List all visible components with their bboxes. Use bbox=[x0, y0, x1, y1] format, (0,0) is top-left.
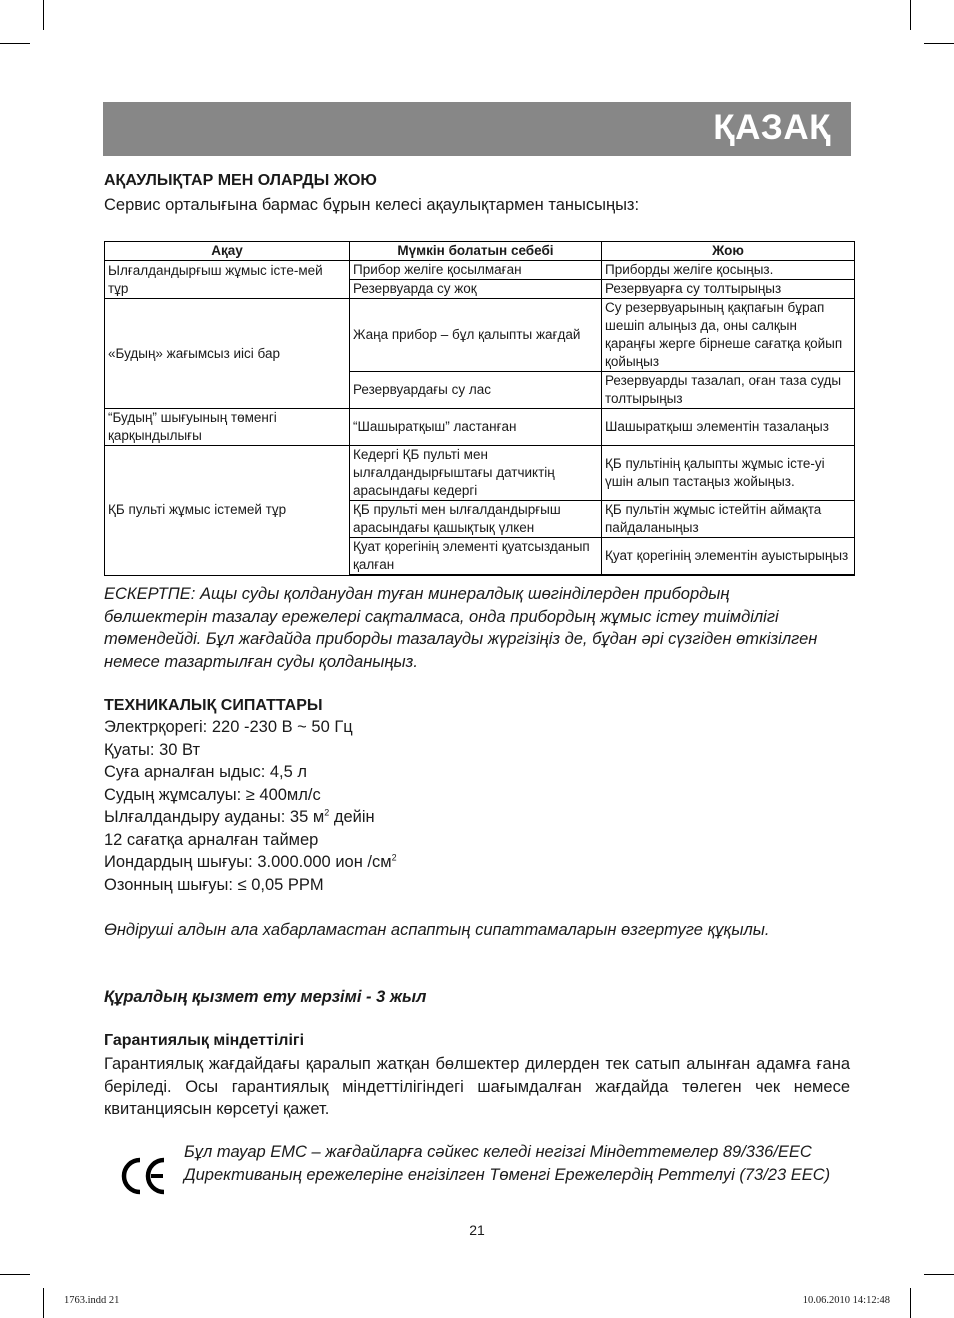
spec-power: Қуаты: 30 Вт bbox=[104, 740, 201, 759]
table-row bbox=[105, 299, 855, 372]
manufacturer-note: Өндіруші алдын ала хабарламастан аспаптың сипаттамаларын өзгертуге құқылы. bbox=[104, 921, 770, 939]
crop-mark bbox=[43, 0, 44, 30]
language-header-bar bbox=[103, 102, 851, 156]
table-row bbox=[105, 261, 855, 280]
cause-cell: Резервуарда су жоқ bbox=[350, 280, 602, 299]
specs-title: ТЕХНИКАЛЫҚ СИПАТТАРЫ bbox=[104, 697, 323, 714]
cause-cell: “Шашыратқыш” ластанған bbox=[350, 409, 602, 446]
page-number: 21 bbox=[469, 1222, 485, 1238]
cause-cell: Резервуардағы су лас bbox=[350, 372, 602, 409]
fix-cell: ҚБ пультін жұмыс істейтін аймақта пайдаланыңыз bbox=[602, 501, 855, 538]
spec-timer: 12 сағатқа арналған таймер bbox=[104, 830, 319, 849]
fault-cell: «Будың» жағымсыз иісі бар bbox=[105, 299, 350, 409]
cause-cell: Қуат қорегінің элементі қуатсызданып қалған bbox=[350, 538, 602, 576]
spec-area-prefix: Ылғалдандыру ауданы: 35 м bbox=[104, 808, 325, 826]
spec-ozone: Озонның шығуы: ≤ 0,05 PPM bbox=[104, 875, 324, 894]
fault-cell: “Будың” шығуының төменгі қарқындылығы bbox=[105, 409, 350, 446]
table-header-row bbox=[105, 242, 855, 261]
spec-area-sup: 2 bbox=[324, 807, 330, 818]
troubleshooting-title: АҚАУЛЫҚТАР МЕН ОЛАРДЫ ЖОЮ bbox=[104, 172, 377, 189]
crop-mark bbox=[924, 1274, 954, 1275]
fix-cell: ҚБ пультінің қалыпты жұмыс істе-уі үшін алып тастаңыз жойыңыз. bbox=[602, 446, 855, 501]
specs-list bbox=[104, 716, 852, 896]
fix-cell: Қуат қорегінің элементін ауыстырыңыз bbox=[602, 538, 855, 576]
warranty-title: Гарантиялық міндеттілігі bbox=[104, 1032, 305, 1049]
spec-area-suffix: дейін bbox=[329, 808, 375, 826]
footer-file-name: 1763.indd 21 bbox=[64, 1295, 120, 1306]
cause-cell: Прибор желіге қосылмаған bbox=[350, 261, 602, 280]
column-header-cause: Мүмкін болатын себебі bbox=[350, 242, 602, 261]
crop-mark bbox=[910, 0, 911, 30]
spec-consumption: Судың жұмсалуы: ≥ 400мл/с bbox=[104, 785, 321, 804]
cause-cell: ҚБ прульті мен ылғалдандырғыш арасындағы қашықтық үлкен bbox=[350, 501, 602, 538]
crop-mark bbox=[924, 43, 954, 44]
footer-datetime: 10.06.2010 14:12:48 bbox=[802, 1295, 890, 1306]
troubleshooting-intro: Сервис орталығына бармас бұрын келесі ақаулықтармен танысыңыз: bbox=[104, 196, 640, 214]
cause-cell: Кедергі ҚБ пульті мен ылғалдандырғыштағы датчиктің арасындағы кедергі bbox=[350, 446, 602, 501]
fix-cell: Резервуарды тазалап, оған таза суды толтырыңыз bbox=[602, 372, 855, 409]
crop-mark bbox=[0, 1274, 30, 1275]
spec-area bbox=[104, 806, 852, 829]
spec-tank: Суға арналған ыдыс: 4,5 л bbox=[104, 763, 308, 781]
warranty-text: Гарантиялық жағдайдағы қаралып жатқан бөлшектер дилерден тек сатып алынған адамға ғана беріледі. Осы гарантиялық міндеттілігіндегі шағымдалған жағдайда төлеген чек немесе квитанциясын көрсетуі қажет. bbox=[104, 1055, 850, 1118]
spec-ions-sup: 2 bbox=[391, 852, 397, 863]
language-title: ҚАЗАҚ bbox=[713, 108, 831, 147]
crop-mark bbox=[0, 43, 30, 44]
fix-cell: Приборды желіге қосыңыз. bbox=[602, 261, 855, 280]
ce-mark-icon bbox=[120, 1156, 168, 1196]
spec-ions-prefix: Иондардың шығуы: 3.000.000 ион /см bbox=[104, 853, 392, 871]
table-row bbox=[105, 409, 855, 446]
table-row bbox=[105, 446, 855, 501]
service-life: Құралдың қызмет ету мерзімі - 3 жыл bbox=[104, 988, 427, 1006]
column-header-fix: Жою bbox=[602, 242, 855, 261]
spec-power-supply: Электрқорегі: 220 -230 В ~ 50 Гц bbox=[104, 718, 353, 736]
fix-cell: Резервуарға су толтырыңыз bbox=[602, 280, 855, 299]
cleaning-note: ЕСКЕРТПЕ: Ащы суды қолданудан туған минералдық шөгінділерден прибордың бөлшектерін тазалау ережелері сақталмаса, онда прибордың жұмыс істеу тиімділігі төмендейді. Бұл жағдайда приборды тазалауды жүргізіңіз де, бұдан әрі сүзгіден өткізілген немесе тазартылған суды қолданыңыз. bbox=[104, 585, 818, 671]
column-header-fault: Ақау bbox=[105, 242, 350, 261]
cause-cell: Жаңа прибор – бұл қалыпты жағдай bbox=[350, 299, 602, 372]
spec-ions bbox=[104, 851, 852, 874]
fix-cell: Су резервуарының қақпағын бұрап шешіп алыңыз да, оны салқын қараңғы жерге бірнеше сағатқа қойып қойыңыз bbox=[602, 299, 855, 372]
fix-cell: Шашыратқыш элементін тазалаңыз bbox=[602, 409, 855, 446]
crop-mark bbox=[43, 1288, 44, 1318]
fault-cell: ҚБ пульті жұмыс істемей тұр bbox=[105, 446, 350, 576]
troubleshooting-table bbox=[104, 241, 855, 576]
crop-mark bbox=[910, 1288, 911, 1318]
ce-compliance-text: Бұл тауар ЕМС – жағдайларға сәйкес келеді негізгі Міндеттемелер 89/336/EEC Директиваның ережелеріне енгізілген Төменгі Ережелердің Реттелуі (73/23 EEC) bbox=[184, 1143, 831, 1184]
fault-cell: Ылғалдандырғыш жұмыс істе-мей тұр bbox=[105, 261, 350, 299]
